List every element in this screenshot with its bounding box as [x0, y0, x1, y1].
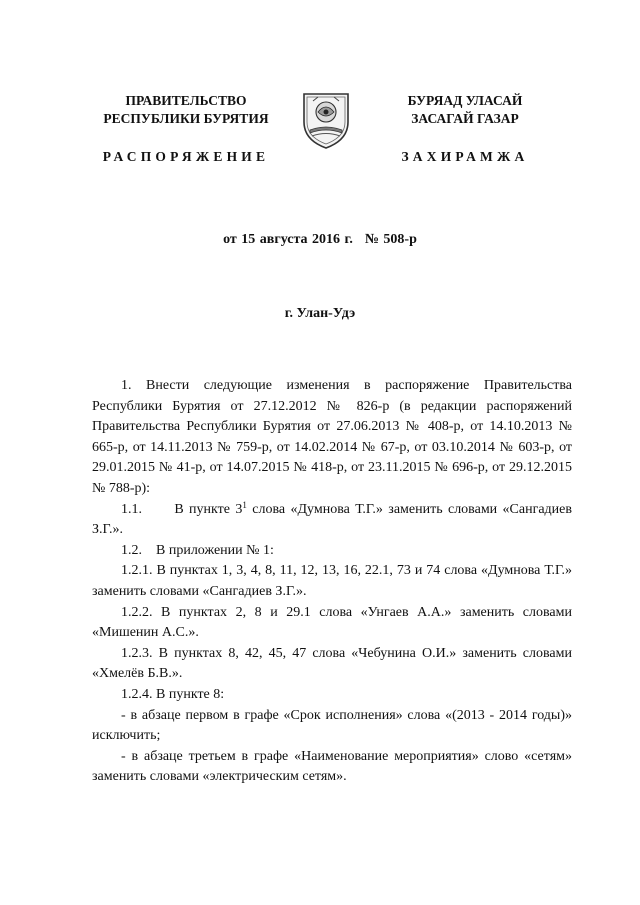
- item-text-end: слова «Думнова Т.Г.» заменить словами «Сангадиев З.Г.».: [92, 501, 572, 538]
- paragraph-1-2-4-a: - в абзаце первом в графе «Срок исполнения» слова «(2013 - 2014 годы)» исключить;: [92, 707, 572, 744]
- paragraph-1-2-1: 1.2.1. В пунктах 1, 3, 4, 8, 11, 12, 13, 16, 22.1, 73 и 74 слова «Думнова Т.Г.» заменить словами «Сангадиев З.Г.».: [92, 563, 572, 599]
- paragraph-1-2-4: 1.2.4. В пункте 8:: [121, 686, 225, 702]
- document-body: [92, 376, 572, 788]
- document-date: от 15 августа 2016 г.: [223, 232, 353, 247]
- issuer-line-1: ПРАВИТЕЛЬСТВО: [125, 93, 247, 108]
- item-number: 1.2.: [121, 542, 142, 558]
- header-left: [92, 92, 280, 166]
- item-number: 1.1.: [121, 501, 142, 517]
- superscript: 1: [242, 499, 247, 510]
- paragraph-1-2-4-b: - в абзаце третьем в графе «Наименование мероприятия» слово «сетям» заменить словами «электрическим сетям».: [92, 748, 572, 785]
- paragraph-1: 1. Внести следующие изменения в распоряжение Правительства Республики Бурятия от 27.12.2012 № 826-р (в редакции распоряжений Правительства Республики Бурятия от 27.06.2013 № 408-р, от 14.10.2013 № 665-р, от 14.11.2013 № 759-р, от 14.02.2014 № 67-р, от 03.10.2014 № 603-р, от 29.01.2015 № 41-р, от 14.07.2015 № 418-р, от 23.11.2015 № 696-р, от 29.12.2015 № 788-р):: [92, 378, 572, 496]
- paragraph-1-1: [92, 500, 572, 541]
- document-type-buryat: ЗАХИРАМЖА: [401, 149, 529, 164]
- issuer-line-2-buryat: ЗАСАГАЙ ГАЗАР: [411, 111, 519, 126]
- paragraph-1-2-2: 1.2.2. В пунктах 2, 8 и 29.1 слова «Унгаев А.А.» заменить словами «Мишенин А.С.».: [92, 604, 572, 641]
- item-text-start: В пункте 3: [174, 501, 243, 517]
- item-text: В приложении № 1:: [156, 542, 274, 558]
- document-type: РАСПОРЯЖЕНИЕ: [102, 149, 270, 164]
- document-number: № 508-р: [364, 232, 417, 247]
- header-right: [378, 92, 552, 166]
- document-city: г. Улан-Удэ: [284, 306, 356, 321]
- issuer-line-2: РЕСПУБЛИКИ БУРЯТИЯ: [103, 111, 269, 126]
- issuer-line-1-buryat: БУРЯАД УЛАСАЙ: [407, 93, 523, 108]
- paragraph-1-2-3: 1.2.3. В пунктах 8, 42, 45, 47 слова «Чебунина О.И.» заменить словами «Хмелёв Б.В.».: [92, 645, 572, 682]
- document-date-line: [0, 232, 640, 248]
- coat-of-arms-icon: [298, 86, 354, 150]
- paragraph-1-2: [92, 541, 572, 562]
